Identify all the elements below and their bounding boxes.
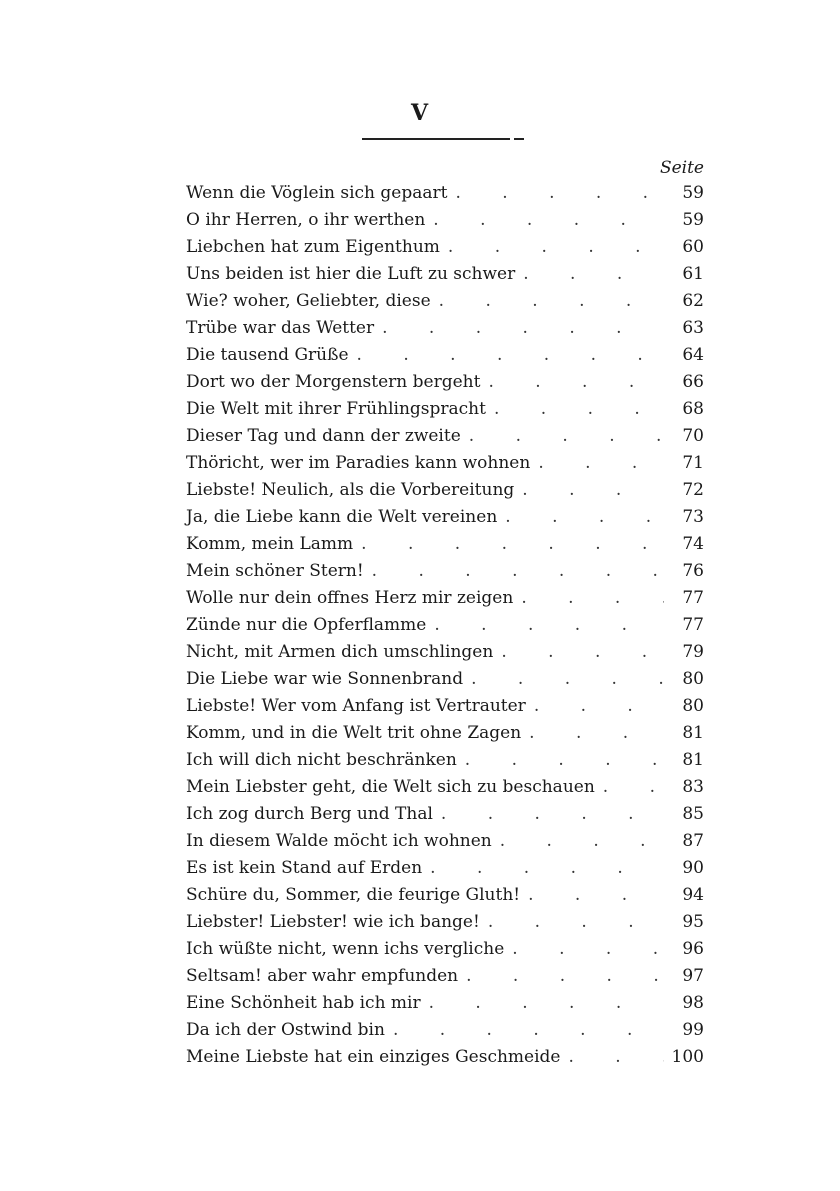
toc-entry-title: O ihr Herren, o ihr werthen <box>186 210 426 230</box>
toc-entry-title: Liebchen hat zum Eigenthum <box>186 237 440 257</box>
toc-entry <box>186 747 704 774</box>
toc-entry-title: Liebste! Neulich, als die Vorbereitung <box>186 480 515 500</box>
toc-dot-leader <box>461 423 664 450</box>
toc-entry-page: 59 <box>682 210 704 230</box>
toc-entry-page: 73 <box>682 507 704 527</box>
toc-dot-leader <box>433 801 664 828</box>
toc-entry <box>186 855 704 882</box>
toc-entry <box>186 585 704 612</box>
toc-entry-page: 74 <box>682 534 704 554</box>
toc-entry-page: 79 <box>682 642 704 662</box>
toc-entry-title: Eine Schönheit hab ich mir <box>186 993 421 1013</box>
toc-entry <box>186 504 704 531</box>
toc-entry-title: Die tausend Grüße <box>186 345 349 365</box>
toc-entry-title: Die Liebe war wie Sonnenbrand <box>186 669 464 689</box>
toc-entry-title: Nicht, mit Armen dich umschlingen <box>186 642 494 662</box>
toc-entry-title: Ich will dich nicht beschränken <box>186 750 457 770</box>
toc-dot-leader <box>374 315 664 342</box>
toc-entry <box>186 396 704 423</box>
toc-entry-page: 90 <box>682 858 704 878</box>
toc-entry-title: Ich wüßte nicht, wenn ichs vergliche <box>186 939 505 959</box>
toc-dot-leader <box>480 909 664 936</box>
toc-entry-title: Die Welt mit ihrer Frühlingspracht <box>186 399 486 419</box>
toc-entry <box>186 234 704 261</box>
toc-entry-title: Liebste! Wer vom Anfang ist Vertrauter <box>186 696 526 716</box>
toc-entry-page: 66 <box>682 372 704 392</box>
toc-entry-page: 76 <box>682 561 704 581</box>
toc-dot-leader <box>422 855 664 882</box>
toc-entry-page: 99 <box>682 1020 704 1040</box>
toc-entry <box>186 828 704 855</box>
toc-entry <box>186 666 704 693</box>
toc-entry <box>186 612 704 639</box>
toc-dot-leader <box>421 990 664 1017</box>
toc-entry <box>186 1017 704 1044</box>
toc-entry-title: Da ich der Ostwind bin <box>186 1020 385 1040</box>
toc-dot-leader <box>521 720 664 747</box>
toc-entry-page: 100 <box>671 1047 704 1067</box>
toc-entry-page: 62 <box>682 291 704 311</box>
toc-entry <box>186 288 704 315</box>
toc-dot-leader <box>560 1044 664 1071</box>
toc-entry-page: 70 <box>682 426 704 446</box>
toc-entry-page: 77 <box>682 615 704 635</box>
toc-entry-page: 96 <box>682 939 704 959</box>
toc-entry <box>186 477 704 504</box>
toc-entry-title: Liebster! Liebster! wie ich bange! <box>186 912 480 932</box>
toc-entry-title: Wenn die Vöglein sich gepaart <box>186 183 448 203</box>
toc-entry-page: 80 <box>682 696 704 716</box>
toc-dot-leader <box>458 963 664 990</box>
toc-entry-page: 63 <box>682 318 704 338</box>
toc-dot-leader <box>497 504 664 531</box>
toc-dot-leader <box>447 180 664 207</box>
toc-entry-title: Wolle nur dein offnes Herz mir zeigen <box>186 588 514 608</box>
toc-entry-title: Ich zog durch Berg und Thal <box>186 804 433 824</box>
toc-dot-leader <box>364 558 664 585</box>
toc-entry <box>186 774 704 801</box>
toc-dot-leader <box>431 288 664 315</box>
toc-entry <box>186 369 704 396</box>
toc-entry-title: Dieser Tag und dann der zweite <box>186 426 461 446</box>
toc-dot-leader <box>493 639 664 666</box>
toc-entry <box>186 882 704 909</box>
toc-entry <box>186 261 704 288</box>
toc-dot-leader <box>440 234 664 261</box>
toc-entry-title: Schüre du, Sommer, die feurige Gluth! <box>186 885 521 905</box>
toc-dot-leader <box>385 1017 664 1044</box>
toc-dot-leader <box>492 828 664 855</box>
toc-entry <box>186 207 704 234</box>
toc-entry-page: 98 <box>682 993 704 1013</box>
toc-entry <box>186 990 704 1017</box>
toc-dot-leader <box>526 693 664 720</box>
toc-entry-page: 83 <box>682 777 704 797</box>
toc-entry-page: 77 <box>682 588 704 608</box>
toc-entry-page: 72 <box>682 480 704 500</box>
toc-entry-title: Thöricht, wer im Paradies kann wohnen <box>186 453 531 473</box>
toc-entry-page: 60 <box>682 237 704 257</box>
toc-entry-title: Dort wo der Morgenstern bergeht <box>186 372 481 392</box>
toc-entry-page: 81 <box>682 750 704 770</box>
toc-entry <box>186 315 704 342</box>
toc-dot-leader <box>514 477 664 504</box>
toc-entry-title: In diesem Walde möcht ich wohnen <box>186 831 492 851</box>
toc-entry-page: 61 <box>682 264 704 284</box>
toc-entry-title: Ja, die Liebe kann die Welt vereinen <box>186 507 498 527</box>
toc-entry-title: Zünde nur die Opferflamme <box>186 615 427 635</box>
toc-entry <box>186 342 704 369</box>
toc-dot-leader <box>513 585 664 612</box>
header-rule <box>362 138 510 140</box>
toc-entry-title: Seltsam! aber wahr empfunden <box>186 966 459 986</box>
page-numeral: V <box>410 100 430 126</box>
toc-entry-title: Mein Liebster geht, die Welt sich zu beschauen <box>186 777 595 797</box>
toc-entry <box>186 423 704 450</box>
toc-entry <box>186 693 704 720</box>
toc-entry-page: 95 <box>682 912 704 932</box>
toc-entry-title: Uns beiden ist hier die Luft zu schwer <box>186 264 516 284</box>
toc-entry-page: 64 <box>682 345 704 365</box>
toc-entry-page: 94 <box>682 885 704 905</box>
header-rule-tail <box>514 138 524 140</box>
toc-entry-title: Meine Liebste hat ein einziges Geschmeide <box>186 1047 561 1067</box>
toc-dot-leader <box>486 396 664 423</box>
toc-dot-leader <box>463 666 664 693</box>
toc-entry-title: Wie? woher, Geliebter, diese <box>186 291 431 311</box>
toc-entry-page: 71 <box>682 453 704 473</box>
toc-entry <box>186 801 704 828</box>
toc-entry-page: 87 <box>682 831 704 851</box>
toc-entry <box>186 180 704 207</box>
toc-entry <box>186 531 704 558</box>
toc-dot-leader <box>457 747 664 774</box>
toc-dot-leader <box>480 369 664 396</box>
toc-entry <box>186 450 704 477</box>
toc-entry-page: 81 <box>682 723 704 743</box>
toc-dot-leader <box>349 342 664 369</box>
toc-entry-page: 97 <box>682 966 704 986</box>
toc-entry <box>186 558 704 585</box>
toc-dot-leader <box>595 774 664 801</box>
toc-dot-leader <box>426 612 664 639</box>
toc-entry-title: Es ist kein Stand auf Erden <box>186 858 423 878</box>
toc-dot-leader <box>504 936 664 963</box>
toc-dot-leader <box>515 261 664 288</box>
toc-dot-leader <box>353 531 664 558</box>
toc-entry <box>186 639 704 666</box>
toc-entry-title: Komm, mein Lamm <box>186 534 354 554</box>
toc-entry-title: Komm, und in die Welt trit ohne Zagen <box>186 723 522 743</box>
toc-entry <box>186 963 704 990</box>
toc-entry-title: Trübe war das Wetter <box>186 318 375 338</box>
toc-dot-leader <box>530 450 664 477</box>
toc-entry-page: 85 <box>682 804 704 824</box>
toc-entry-page: 59 <box>682 183 704 203</box>
toc-entry <box>186 909 704 936</box>
page-column-label: Seite <box>659 158 704 178</box>
table-of-contents <box>186 180 704 1071</box>
toc-entry-page: 68 <box>682 399 704 419</box>
toc-entry <box>186 936 704 963</box>
toc-entry-title: Mein schöner Stern! <box>186 561 364 581</box>
toc-entry-page: 80 <box>682 669 704 689</box>
toc-entry <box>186 720 704 747</box>
toc-dot-leader <box>520 882 664 909</box>
toc-entry <box>186 1044 704 1071</box>
toc-dot-leader <box>425 207 664 234</box>
